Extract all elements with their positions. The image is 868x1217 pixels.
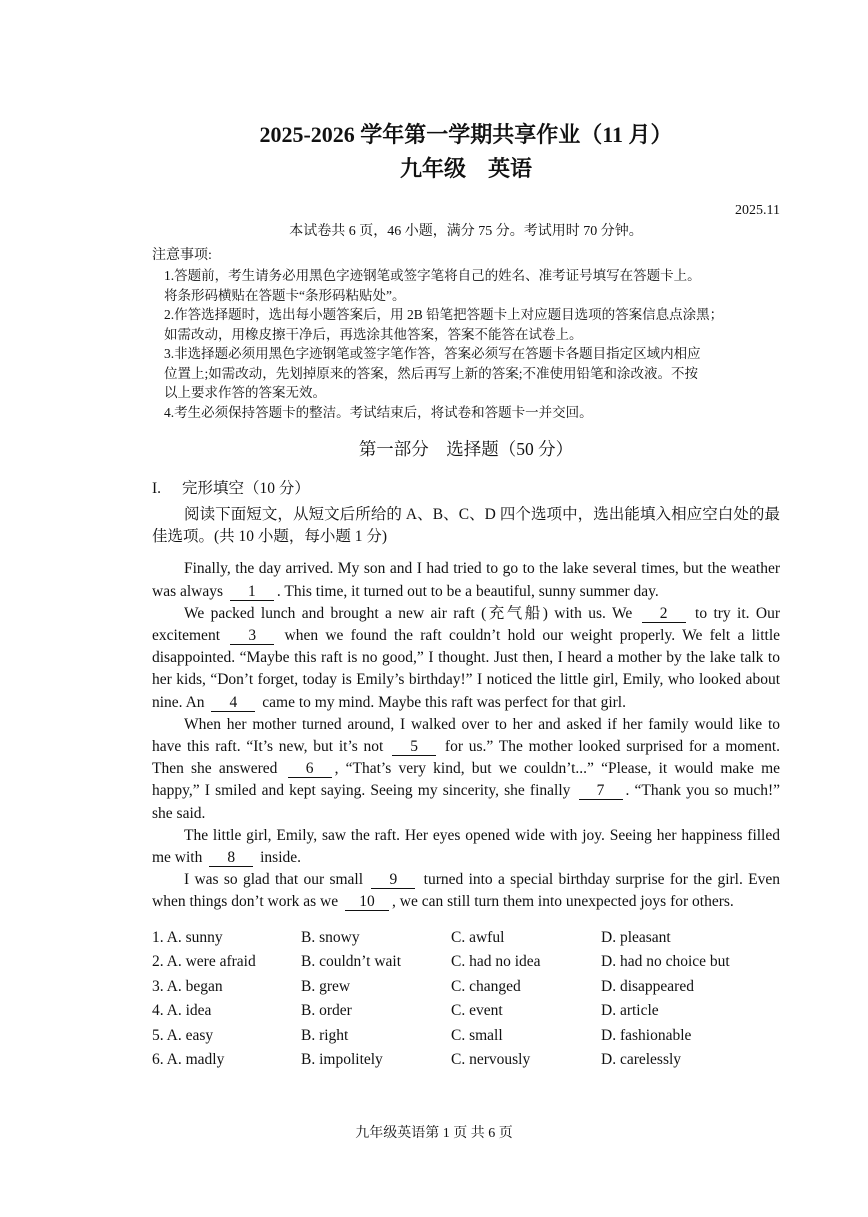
- option: B. impolitely: [301, 1051, 383, 1069]
- option: 3. A. began: [152, 977, 223, 995]
- answer-options: [152, 926, 780, 1073]
- option: B. snowy: [301, 928, 360, 946]
- option-row: [152, 1024, 780, 1049]
- option: 5. A. easy: [152, 1026, 214, 1044]
- option: C. awful: [451, 928, 505, 946]
- notice-item: 3.非选择题必须用黑色字迹钢笔或签字笔作答，答案必须写在答题卡各题目指定区域内相应 位置上;如需改动，先划掉原来的答案，然后再写上新的答案;不准使用铅笔和涂改液。不按 以上要求作答的答案无效。: [164, 346, 701, 400]
- part-title: 第一部分 选择题（50 分）: [358, 439, 574, 459]
- option: B. couldn’t wait: [301, 953, 402, 971]
- option: D. article: [601, 1002, 659, 1020]
- option-row: [152, 926, 780, 951]
- notice-item: 4.考生必须保持答题卡的整洁。考试结束后，将试卷和答题卡一并交回。: [164, 404, 593, 420]
- option: C. changed: [451, 977, 521, 995]
- option-row: [152, 975, 780, 1000]
- cloze-passage: [152, 558, 780, 913]
- option: 4. A. idea: [152, 1002, 212, 1020]
- notice-item: 2.作答选择题时，选出每小题答案后，用 2B 铅笔把答题卡上对应题目选项的答案信息点涂黑； 如需改动，用橡皮擦干净后，再选涂其他答案，答案不能答在试卷上。: [164, 307, 724, 342]
- blank-7: 7: [579, 783, 623, 800]
- option: C. small: [451, 1026, 503, 1044]
- exam-subtitle: 九年级 英语: [399, 156, 532, 181]
- option: C. event: [451, 1002, 503, 1020]
- option: 1. A. sunny: [152, 928, 223, 946]
- exam-title: 2025-2026 学年第一学期共享作业（11 月）: [259, 122, 673, 147]
- option-row: [152, 1048, 780, 1073]
- blank-5: 5: [392, 739, 436, 756]
- exam-info: 本试卷共 6 页，46 小题，满分 75 分。考试用时 70 分钟。: [289, 224, 643, 239]
- passage-paragraph: The little girl, Emily, saw the raft. Her eyes opened wide with joy. Seeing her happiness filled me with 8 inside.: [152, 826, 780, 867]
- blank-8: 8: [209, 850, 253, 867]
- section-instruction: 阅读下面短文，从短文后所给的 A、B、C、D 四个选项中，选出能填入相应空白处的最佳选项。(共 10 小题，每小题 1 分): [152, 506, 780, 546]
- blank-4: 4: [211, 695, 255, 712]
- option: D. fashionable: [601, 1026, 692, 1044]
- blank-3: 3: [230, 628, 274, 645]
- blank-9: 9: [371, 872, 415, 889]
- blank-1: 1: [230, 584, 274, 601]
- page-footer: 九年级英语第 1 页 共 6 页: [355, 1126, 513, 1141]
- passage-paragraph: Finally, the day arrived. My son and I had tried to go to the lake several times, but the weather was always 1 . This time, it turned out to be a beautiful, sunny summer day.: [152, 560, 780, 600]
- passage-paragraph: When her mother turned around, I walked over to her and asked if her family would like to have this raft. “It’s new, but it’s not 5 for us.” The mother looked surprised for a moment. Then she answered 6 , “That’s very kind, but we couldn’t...” “Please, it would make me happy,” I smiled and kept saying. Seeing my sincerity, she finally 7 . “Thank you so much!” she said.: [152, 715, 781, 822]
- option: B. grew: [301, 977, 351, 995]
- option-row: [152, 950, 780, 975]
- section-number: I.: [152, 480, 162, 497]
- passage-paragraph: We packed lunch and brought a new air raft (充气船) with us. We 2 to try it. Our excitement 3 when we found the raft couldn’t hold our weight properly. We felt a little disappointed. “Maybe this raft is no good,” I thought. Just then, I heard a mother by the lake talk to her kids, “Don’t forget, today is Emily’s birthday!” I noticed the little girl, Emily, who looked about nine. An 4 came to my mind. Maybe this raft was perfect for that girl.: [152, 604, 781, 711]
- blank-10: 10: [345, 894, 389, 911]
- option: D. carelessly: [601, 1051, 682, 1069]
- option: B. order: [301, 1002, 352, 1020]
- option: 2. A. were afraid: [152, 953, 256, 971]
- exam-date: 2025.11: [735, 203, 780, 218]
- option: C. had no idea: [451, 953, 541, 971]
- option: C. nervously: [451, 1051, 531, 1069]
- option-row: [152, 999, 780, 1024]
- option: B. right: [301, 1026, 349, 1044]
- passage-paragraph: I was so glad that our small 9 turned into a special birthday surprise for the girl. Even when things don’t work as we 10 , we can still turn them into unexpected joys for others.: [152, 871, 781, 911]
- notice-item: 1.答题前，考生请务必用黑色字迹钢笔或签字笔将自己的姓名、准考证号填写在答题卡上。 将条形码横贴在答题卡“条形码粘贴处”。: [164, 268, 701, 303]
- option: D. had no choice but: [601, 953, 730, 971]
- option: D. pleasant: [601, 928, 671, 946]
- notice-heading: 注意事项:: [152, 248, 212, 263]
- blank-2: 2: [642, 606, 686, 623]
- blank-6: 6: [288, 761, 332, 778]
- option: D. disappeared: [601, 977, 694, 995]
- section-title: 完形填空（10 分）: [182, 480, 310, 497]
- section-heading: [152, 478, 780, 500]
- option: 6. A. madly: [152, 1051, 225, 1069]
